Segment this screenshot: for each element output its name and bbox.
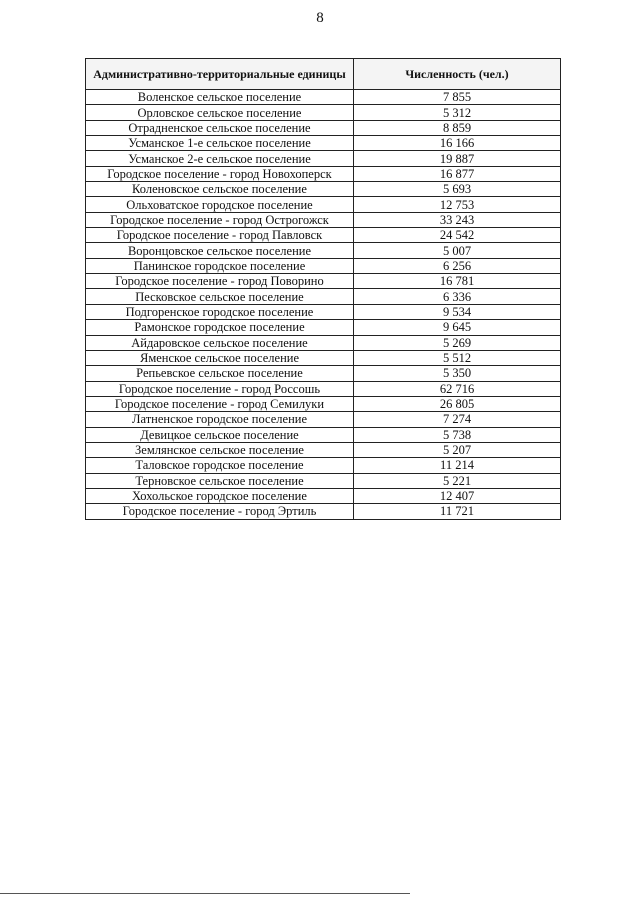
population-cell: 8 859 (354, 120, 561, 135)
population-cell: 5 512 (354, 350, 561, 365)
population-cell: 62 716 (354, 381, 561, 396)
table-row (86, 274, 561, 289)
population-cell: 16 781 (354, 274, 561, 289)
unit-name-cell: Городское поселение - город Эртиль (86, 504, 354, 519)
table-row (86, 304, 561, 319)
column-header-unit: Административно-территориальные единицы (86, 59, 354, 90)
unit-name-cell: Латненское городское поселение (86, 412, 354, 427)
population-cell: 11 721 (354, 504, 561, 519)
table-row (86, 136, 561, 151)
table-row (86, 473, 561, 488)
unit-name-cell: Усманское 2-е сельское поселение (86, 151, 354, 166)
table-row (86, 442, 561, 457)
unit-name-cell: Репьевское сельское поселение (86, 366, 354, 381)
unit-name-cell: Таловское городское поселение (86, 458, 354, 473)
population-cell: 5 693 (354, 182, 561, 197)
table-row (86, 258, 561, 273)
page-number: 8 (316, 10, 324, 26)
population-cell: 12 753 (354, 197, 561, 212)
population-cell: 5 207 (354, 442, 561, 457)
table-row (86, 427, 561, 442)
population-cell: 5 350 (354, 366, 561, 381)
unit-name-cell: Воленское сельское поселение (86, 90, 354, 105)
population-cell: 24 542 (354, 228, 561, 243)
unit-name-cell: Хохольское городское поселение (86, 488, 354, 503)
unit-name-cell: Городское поселение - город Поворино (86, 274, 354, 289)
unit-name-cell: Городское поселение - город Новохоперск (86, 166, 354, 181)
footer-rule (0, 893, 410, 894)
population-cell: 16 166 (354, 136, 561, 151)
table-header-row (86, 59, 561, 90)
table-row (86, 320, 561, 335)
table-row (86, 289, 561, 304)
unit-name-cell: Городское поселение - город Россошь (86, 381, 354, 396)
population-cell: 12 407 (354, 488, 561, 503)
unit-name-cell: Панинское городское поселение (86, 258, 354, 273)
population-cell: 5 221 (354, 473, 561, 488)
unit-name-cell: Айдаровское сельское поселение (86, 335, 354, 350)
table-row (86, 212, 561, 227)
table-row (86, 243, 561, 258)
unit-name-cell: Землянское сельское поселение (86, 442, 354, 457)
table-row (86, 381, 561, 396)
population-table (85, 58, 561, 520)
column-header-population: Численность (чел.) (354, 59, 561, 90)
table-row (86, 182, 561, 197)
table-row (86, 366, 561, 381)
table-row (86, 228, 561, 243)
population-cell: 33 243 (354, 212, 561, 227)
unit-name-cell: Девицкое сельское поселение (86, 427, 354, 442)
unit-name-cell: Коленовское сельское поселение (86, 182, 354, 197)
table-row (86, 151, 561, 166)
population-cell: 5 312 (354, 105, 561, 120)
unit-name-cell: Городское поселение - город Семилуки (86, 396, 354, 411)
population-cell: 6 256 (354, 258, 561, 273)
table-row (86, 350, 561, 365)
population-cell: 9 534 (354, 304, 561, 319)
table-row (86, 488, 561, 503)
population-cell: 6 336 (354, 289, 561, 304)
unit-name-cell: Рамонское городское поселение (86, 320, 354, 335)
unit-name-cell: Песковское сельское поселение (86, 289, 354, 304)
table-row (86, 504, 561, 519)
population-cell: 26 805 (354, 396, 561, 411)
population-cell: 5 269 (354, 335, 561, 350)
unit-name-cell: Орловское сельское поселение (86, 105, 354, 120)
table-row (86, 396, 561, 411)
table-row (86, 105, 561, 120)
table-row (86, 197, 561, 212)
unit-name-cell: Воронцовское сельское поселение (86, 243, 354, 258)
population-cell: 19 887 (354, 151, 561, 166)
population-cell: 5 007 (354, 243, 561, 258)
population-cell: 16 877 (354, 166, 561, 181)
population-cell: 7 855 (354, 90, 561, 105)
table-body (86, 90, 561, 520)
population-cell: 11 214 (354, 458, 561, 473)
unit-name-cell: Городское поселение - город Павловск (86, 228, 354, 243)
table-row (86, 335, 561, 350)
table-row (86, 458, 561, 473)
unit-name-cell: Отрадненское сельское поселение (86, 120, 354, 135)
population-cell: 7 274 (354, 412, 561, 427)
unit-name-cell: Яменское сельское поселение (86, 350, 354, 365)
table-row (86, 166, 561, 181)
population-cell: 5 738 (354, 427, 561, 442)
unit-name-cell: Городское поселение - город Острогожск (86, 212, 354, 227)
table-row (86, 90, 561, 105)
unit-name-cell: Ольховатское городское поселение (86, 197, 354, 212)
unit-name-cell: Терновское сельское поселение (86, 473, 354, 488)
table-row (86, 412, 561, 427)
unit-name-cell: Подгоренское городское поселение (86, 304, 354, 319)
table-row (86, 120, 561, 135)
population-cell: 9 645 (354, 320, 561, 335)
unit-name-cell: Усманское 1-е сельское поселение (86, 136, 354, 151)
